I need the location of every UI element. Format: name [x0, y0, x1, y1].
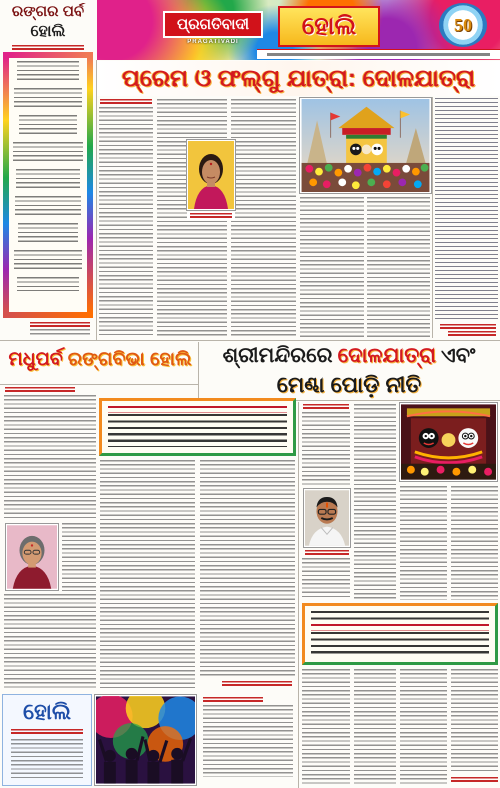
- poem-stanza: [13, 142, 83, 164]
- poem-section-subtitle: ହୋଲି: [30, 23, 66, 40]
- holi-banner-text: ହୋଲି: [301, 12, 357, 40]
- holi-color-border-frame: [3, 52, 93, 318]
- portrait-caption: [190, 213, 232, 218]
- article-text-column: [4, 395, 96, 521]
- article-text-column: [99, 107, 153, 338]
- lead-article-byline: [100, 99, 152, 104]
- logo-subtitle: PRAGATIVADI: [187, 39, 239, 45]
- srimandira-headline-word3: ଏବଂ: [440, 344, 476, 367]
- madhuparba-headline-part1: ମଧୁପର୍ବ: [8, 349, 63, 370]
- poem-stanza: [18, 223, 78, 245]
- holi-greeting-title: ହୋଲି: [22, 699, 71, 724]
- column-divider: [96, 60, 97, 340]
- poem-stanza: [14, 250, 82, 272]
- article-text-column: [400, 486, 447, 600]
- pull-quote-text: [311, 611, 489, 623]
- srimandira-headline-line2-text: ମେଣ୍ଢା ପୋଡ଼ି ନୀତି: [276, 372, 422, 397]
- article-text-column: [367, 197, 430, 338]
- author-portrait-woman: [186, 139, 236, 211]
- holi-crowd-photo: [94, 694, 197, 786]
- madhuparba-author-byline: [222, 681, 292, 686]
- author-portrait-man: [303, 488, 351, 548]
- greeting-list-heading: [203, 697, 263, 702]
- article-text-column: [62, 523, 96, 591]
- poem-section-title: ରଙ୍ଗର ପର୍ବ: [11, 3, 85, 20]
- date-strip: [257, 49, 500, 59]
- holi-greeting-box: [2, 694, 92, 786]
- article-text-column: [354, 669, 396, 786]
- lead-headline: [97, 61, 500, 96]
- article-text-column: [400, 669, 447, 786]
- english-column-byline: [440, 324, 496, 329]
- poem-stanza: [16, 169, 80, 191]
- article-text-column: [231, 99, 296, 338]
- poem-kicker-line: [12, 45, 84, 50]
- srimandira-headline-line2: [200, 370, 498, 400]
- masthead: [97, 0, 500, 60]
- anniversary-badge-icon: [439, 3, 487, 47]
- english-column-byline: [448, 331, 496, 336]
- column-divider: [298, 402, 299, 788]
- lead-headline-text: ପ୍ରେମ ଓ ଫଲ୍‌ଗୁ ଯାତ୍ରା: ଦୋଳଯାତ୍ରା: [121, 64, 476, 92]
- holi-banner: [278, 6, 380, 47]
- article-text-column: [302, 558, 350, 600]
- article-text-column: [200, 460, 295, 678]
- srimandira-headline-line1: [200, 342, 498, 370]
- dol-jatra-photo: [299, 97, 432, 194]
- portrait-caption: [305, 550, 349, 555]
- srimandira-byline: [303, 404, 349, 409]
- article-text-column: [451, 486, 498, 600]
- pull-quote-text: [311, 632, 489, 656]
- author-portrait-elderly-woman: [5, 523, 59, 591]
- section-divider: [0, 340, 500, 341]
- article-text-column: [4, 594, 96, 690]
- poem-stanza: [14, 88, 82, 110]
- article-text-column: [354, 404, 396, 600]
- poem-stanza: [17, 61, 79, 83]
- srimandira-author-byline: [451, 777, 498, 782]
- poem-author-byline: [30, 322, 90, 327]
- madhuparba-byline: [5, 387, 75, 392]
- pull-quote-text: [108, 414, 287, 447]
- poem-author-address: [30, 329, 90, 336]
- temple-dol-deities-photo: [399, 402, 498, 482]
- article-text-column: [451, 669, 498, 773]
- article-text-column: [300, 197, 364, 338]
- srimandira-headline-word1: ଶ୍ରୀମନ୍ଦିରରେ: [222, 344, 333, 367]
- logo-text: ପ୍ରଗତିବାଦୀ: [176, 16, 250, 33]
- headline-underline: [0, 384, 198, 385]
- english-text-column: [435, 98, 498, 320]
- poem-stanza: [15, 196, 81, 218]
- pull-quote-line: [108, 406, 287, 413]
- article-text-column: [302, 669, 350, 786]
- poem-column: [0, 0, 96, 340]
- greeting-list-text: [203, 705, 293, 777]
- srimandira-headline-word2: ଦୋଳଯାତ୍ରା: [337, 344, 436, 367]
- madhuparba-pull-quote: [99, 398, 296, 456]
- anniversary-badge-text: 50: [454, 14, 472, 35]
- srimandira-pull-quote: [302, 603, 498, 665]
- greeting-text: [11, 739, 83, 781]
- madhuparba-headline: [2, 344, 198, 376]
- article-text-column: [302, 412, 350, 486]
- column-divider: [198, 342, 199, 400]
- greeting-subtitle: [11, 729, 83, 734]
- newspaper-logo: [163, 11, 263, 38]
- madhuparba-headline-part2: ରଙ୍ଗବିଭା ହୋଲି: [67, 349, 192, 370]
- pull-quote-line: [311, 624, 489, 631]
- poem-stanza: [17, 277, 79, 291]
- article-text-column: [100, 460, 195, 690]
- poem-stanza: [19, 115, 77, 137]
- column-divider: [432, 97, 433, 338]
